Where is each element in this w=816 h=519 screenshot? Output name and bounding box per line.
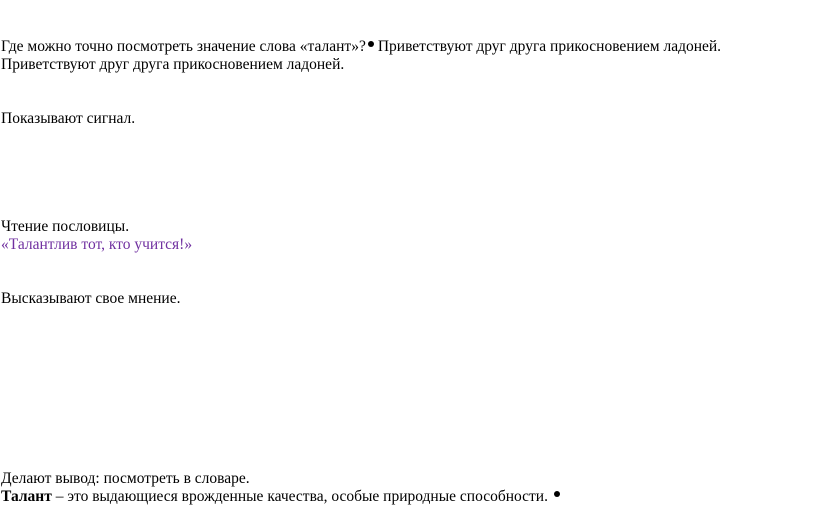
proverb-text: «Талантлив тот, кто учится!» bbox=[1, 236, 193, 253]
bullet-icon bbox=[368, 41, 374, 47]
opinion-line: Высказывают свое мнение. bbox=[1, 290, 181, 307]
greeting-line: Приветствуют друг друга прикосновением ладоней. bbox=[1, 56, 345, 73]
question-line bbox=[1, 38, 721, 56]
definition-line bbox=[1, 488, 564, 506]
proverb-reading-line: Чтение пословицы. bbox=[1, 218, 130, 235]
bullet-icon bbox=[554, 491, 560, 497]
question-text: Где можно точно посмотреть значение слова «талант»? bbox=[1, 38, 366, 55]
definition-text: – это выдающиеся врожденные качества, особые природные способности. bbox=[51, 488, 548, 505]
conclusion-line: Делают вывод: посмотреть в словаре. bbox=[1, 470, 250, 487]
signal-line: Показывают сигнал. bbox=[1, 110, 136, 127]
definition-term: Талант bbox=[1, 488, 52, 505]
greeting-text: Приветствуют друг друга прикосновением ладоней. bbox=[377, 38, 722, 55]
